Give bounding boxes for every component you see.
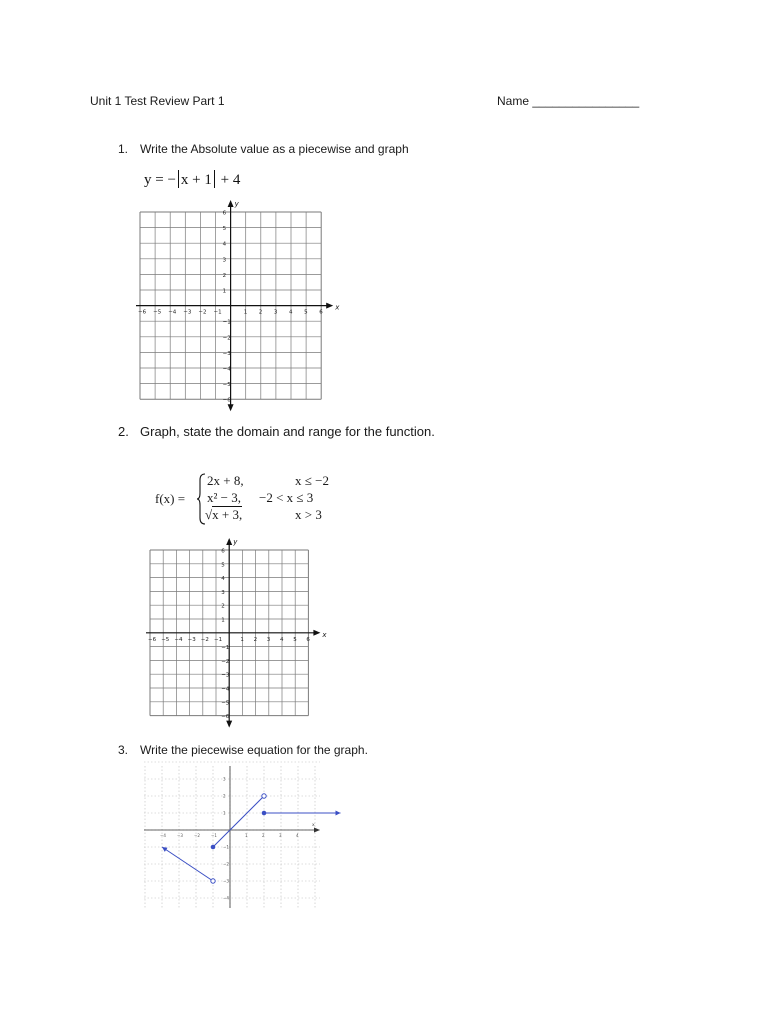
x-tick-label: −5 [161,636,170,643]
y-tick-label: 1 [222,288,227,295]
y-tick-label: 6 [221,548,225,555]
x-axis-label: x [312,823,315,828]
question-text: Graph, state the domain and range for the function. [140,424,435,439]
y-tick-label: 3 [221,589,225,596]
x-tick-label: 4 [296,833,299,838]
x-tick-label: 5 [304,309,308,316]
x-tick-label: 6 [319,309,323,316]
arrow-end-icon [162,847,168,852]
x-tick-label: 3 [273,309,278,316]
x-tick-label: 2 [262,833,265,838]
x-tick-label: −3 [177,833,183,838]
y-axis-label: y [234,200,239,208]
x-tick-label: −3 [187,636,196,643]
tick-labels [160,777,315,901]
y-tick-label: −2 [223,861,229,867]
y-axis-arrow-icon [226,538,232,545]
graph-segments [162,794,341,883]
x-tick-label: −5 [153,309,162,316]
segment-2 [213,793,264,847]
y-tick-label: 1 [221,617,225,624]
x-tick-label: 4 [289,309,293,316]
closed-point-icon [211,845,216,850]
y-tick-label: −1 [221,645,230,652]
piece-1-expr: 2x + 8, [207,473,244,488]
x-tick-label: −4 [160,833,166,838]
y-axis-label: y [233,538,238,546]
coordinate-grid-1[interactable] [130,196,340,410]
x-tick-label: 1 [240,636,244,643]
x-tick-label: −2 [200,636,209,643]
tick-labels [138,200,340,404]
y-tick-label: −5 [222,382,231,389]
x-axis-label: x [322,630,327,639]
coordinate-grid-2[interactable] [140,536,326,730]
y-tick-label: 1 [223,810,226,816]
y-tick-label: 2 [222,272,227,279]
y-tick-label: 5 [222,226,227,233]
axes [146,538,320,728]
page-title: Unit 1 Test Review Part 1 [90,94,225,108]
y-tick-label: −3 [223,878,229,884]
sqrt-icon: √ [205,507,213,522]
y-tick-label: 4 [221,576,225,583]
y-tick-label: 6 [222,210,227,217]
equation-rhs: + 4 [220,172,241,188]
name-field[interactable]: Name ________________ [497,94,640,108]
piece-3-cond: x > 3 [295,507,322,522]
x-tick-label: 2 [253,636,258,643]
y-tick-label: −3 [221,672,230,679]
piecewise-graph [140,760,326,912]
abs-bar-left [178,170,179,188]
y-tick-label: 3 [222,257,227,264]
x-tick-label: −2 [194,833,200,838]
axes [144,766,320,908]
x-tick-label: −4 [174,636,183,643]
y-tick-label: −2 [221,658,230,665]
y-tick-label: −5 [221,700,230,707]
equation-inner: x + 1 [180,172,212,188]
question-1 [118,142,409,156]
x-tick-label: 1 [243,309,248,316]
x-tick-label: −4 [168,309,177,316]
y-tick-label: −2 [222,335,231,342]
y-tick-label: −3 [222,350,231,357]
x-axis-arrow-icon [326,303,333,309]
y-axis-arrow-down-icon [228,404,234,411]
y-axis-arrow-icon [228,200,234,207]
equation-lhs: y = − [144,172,176,188]
x-tick-label: 2 [258,309,263,316]
question-2 [118,424,435,439]
x-axis-arrow-icon [314,828,320,833]
tick-labels [148,538,327,720]
y-tick-label: −4 [221,686,230,693]
absolute-value-equation [144,170,240,189]
piecewise-function [155,473,355,525]
x-tick-label: −3 [183,309,192,316]
abs-bar-right [214,170,215,188]
piece-3-expr [205,507,242,523]
y-tick-label: −1 [223,844,229,850]
question-text: Write the piecewise equation for the graph. [140,743,368,757]
x-tick-label: −6 [138,309,147,316]
piece-2-cond: −2 < x ≤ 3 [259,490,314,505]
question-3 [118,743,368,757]
y-tick-label: −4 [223,895,229,901]
x-tick-label: −1 [211,833,217,838]
open-point-icon [262,794,266,798]
x-axis-label: x [335,303,340,312]
y-tick-label: 2 [223,793,226,799]
piece-2-expr: x² − 3, [207,490,241,505]
grid-lines [144,762,320,908]
sqrt-radicand: x + 3, [212,507,243,522]
y-tick-label: 5 [221,562,225,569]
y-tick-label: 2 [221,603,225,610]
x-tick-label: 6 [306,636,310,643]
piece-1-cond: x ≤ −2 [295,473,329,488]
y-tick-label: −1 [222,319,231,326]
x-tick-label: 3 [266,636,271,643]
y-tick-label: 3 [223,776,226,782]
question-number: 1. [118,142,129,156]
x-tick-label: −1 [213,309,222,316]
x-tick-label: −6 [148,636,157,643]
question-number: 3. [118,743,129,757]
axes [136,200,333,411]
closed-point-icon [262,811,267,816]
x-axis-arrow-icon [313,630,320,636]
x-tick-label: 5 [293,636,297,643]
x-tick-label: −1 [214,636,223,643]
x-tick-label: −2 [198,309,207,316]
question-text: Write the Absolute value as a piecewise and graph [140,142,409,156]
x-tick-label: 1 [245,833,248,838]
question-number: 2. [118,424,129,439]
y-axis-arrow-down-icon [226,721,232,728]
arrow-end-icon [336,811,341,816]
x-tick-label: 4 [280,636,284,643]
y-tick-label: −4 [222,366,231,373]
y-tick-label: −6 [221,714,230,721]
open-point-icon [211,879,215,883]
function-name: f(x) = [155,491,186,506]
x-tick-label: 3 [279,833,282,838]
y-tick-label: 4 [222,241,227,248]
y-tick-label: −6 [222,397,231,404]
